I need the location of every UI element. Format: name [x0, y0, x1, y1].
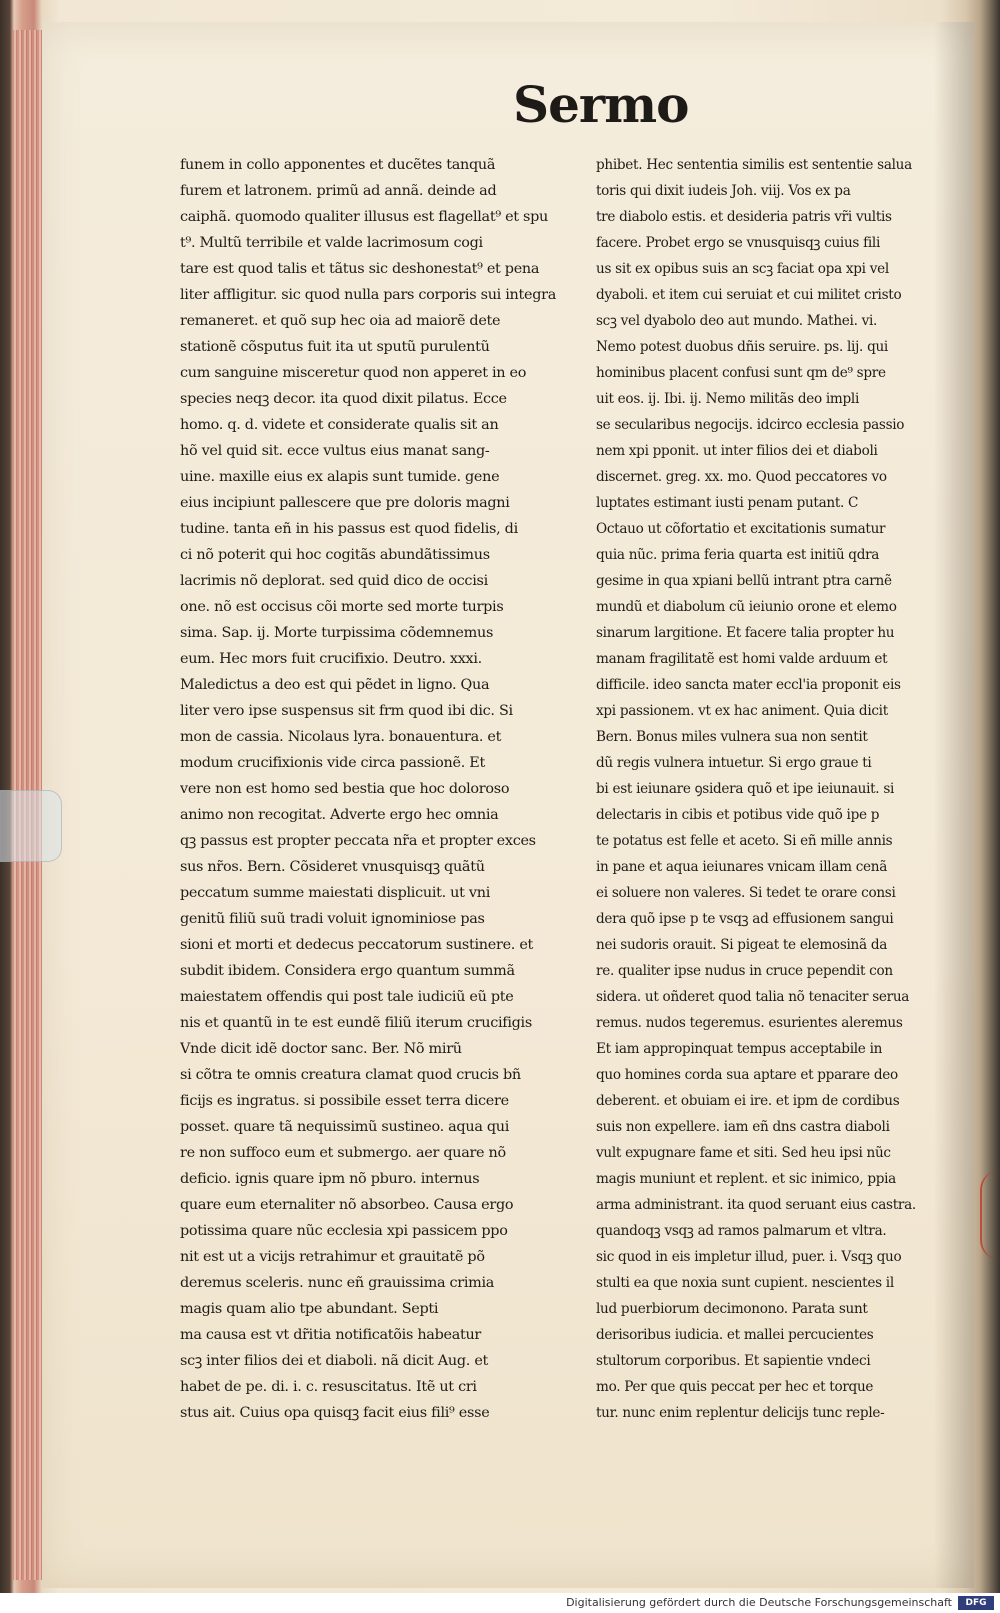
- text-line: re non suffoco eum et submergo. aer quare nõ: [180, 1145, 506, 1161]
- text-line: Bern. Bonus miles vulnera sua non sentit: [596, 729, 868, 745]
- text-line: te potatus est felle et aceto. Si eñ mille annis: [596, 833, 893, 849]
- text-line: re. qualiter ipse nudus in cruce pependit con: [596, 963, 893, 979]
- text-line: quia nũc. prima feria quarta est initiũ qdra: [596, 547, 880, 563]
- text-line: modum crucifixionis vide circa passionẽ. Et: [180, 755, 485, 771]
- text-line: sioni et morti et dedecus peccatorum sustinere. et: [180, 937, 534, 953]
- text-line: ma causa est vt dr̃itia notificatõis habeatur: [180, 1327, 482, 1343]
- text-line: sidera. ut oñderet quod talia nõ tenaciter serua: [596, 989, 910, 1005]
- text-line: luptates estimant iusti penam putant. C: [596, 495, 859, 511]
- text-line: suis non expellere. iam eñ dns castra diaboli: [596, 1119, 890, 1135]
- text-line: ficijs es ingratus. si possibile esset terra dicere: [180, 1093, 509, 1109]
- text-line: liter affligitur. sic quod nulla pars corporis sui integra: [180, 287, 556, 303]
- text-line: remus. nudos tegeremus. esurientes aleremus: [596, 1015, 903, 1031]
- text-line: potissima quare nũc ecclesia xpi passicem ppo: [180, 1223, 508, 1239]
- text-line: sinarum largitione. Et facere talia propter hu: [596, 625, 895, 641]
- text-line: facere. Probet ergo se vnusquisqꝫ cuius fili: [596, 235, 880, 251]
- text-line: uine. maxille eius ex alapis sunt tumide. gene: [180, 469, 500, 485]
- text-line: Nemo potest duobus dñis seruire. ps. lij. qui: [596, 339, 888, 355]
- text-line: qꝫ passus est propter peccata nr̃a et propter exces: [180, 833, 536, 849]
- text-line: quare eum eternaliter nõ absorbeo. Causa ergo: [180, 1197, 514, 1213]
- text-line: furem et latronem. primũ ad annã. deinde ad: [180, 183, 497, 199]
- text-line: se secularibus negocijs. idcirco ecclesia passio: [596, 417, 905, 433]
- dfg-logo: DFG: [958, 1596, 994, 1610]
- text-line: nei sudoris orauit. Si pigeat te elemosinã da: [596, 937, 888, 953]
- text-line: delectaris in cibis et potibus vide quõ ipe p: [596, 807, 880, 823]
- text-line: tur. nunc enim replentur delicijs tunc reple-: [596, 1405, 885, 1421]
- running-head: Sermo: [513, 75, 689, 134]
- text-line: arma administrant. ita quod seruant eius castra.: [596, 1197, 916, 1213]
- text-line: sic quod in eis impletur illud, puer. i. Vsqꝫ quo: [596, 1249, 902, 1265]
- text-line: sima. Sap. ij. Morte turpissima cõdemnemus: [180, 625, 494, 641]
- text-line: Octauo ut cõfortatio et excitationis sumatur: [596, 521, 886, 537]
- text-line: vult expugnare fame et siti. Sed heu ipsi nũc: [596, 1145, 891, 1161]
- text-line: ci nõ poterit qui hoc cogitãs abundãtissimus: [180, 547, 490, 563]
- text-line: difficile. ideo sancta mater eccl'ia proponit eis: [596, 677, 901, 693]
- text-line: cum sanguine misceretur quod non apperet in eo: [180, 365, 527, 381]
- text-line: posset. quare tã nequissimũ sustineo. aqua qui: [180, 1119, 510, 1135]
- text-line: vere non est homo sed bestia que hoc doloroso: [180, 781, 510, 797]
- text-line: Et iam appropinquat tempus acceptabile in: [596, 1041, 883, 1057]
- text-line: maiestatem offendis qui post tale iudiciũ eũ pte: [180, 989, 514, 1005]
- text-line: bi est ieiunare ꝯsidera quõ et ipe ieiunauit. si: [596, 781, 895, 797]
- text-line: Vnde dicit idẽ doctor sanc. Ber. Nõ mirũ: [180, 1041, 462, 1057]
- text-line: mon de cassia. Nicolaus lyra. bonauentura. et: [180, 729, 502, 745]
- text-line: scꝫ vel dyabolo deo aut mundo. Mathei. vi.: [596, 313, 878, 329]
- text-line: lud puerbiorum decimonono. Parata sunt: [596, 1301, 868, 1317]
- text-line: nit est ut a vicijs retrahimur et grauitatẽ põ: [180, 1249, 485, 1265]
- text-line: stus ait. Cuius opa quisqꝫ facit eius fili⁹ esse: [180, 1405, 490, 1421]
- text-line: sus nr̃os. Bern. Cõsideret vnusquisqꝫ quãtũ: [180, 859, 485, 875]
- text-line: t⁹. Multũ terribile et valde lacrimosum cogi: [180, 235, 483, 251]
- text-line: nem xpi pponit. ut inter filios dei et diaboli: [596, 443, 878, 459]
- text-line: tre diabolo estis. et desideria patris vr̃i vultis: [596, 209, 892, 225]
- text-line: tudine. tanta eñ in his passus est quod fidelis, di: [180, 521, 518, 537]
- text-line: nis et quantũ in te est eundẽ filiũ iterum crucifigis: [180, 1015, 532, 1031]
- text-line: animo non recogitat. Adverte ergo hec omnia: [180, 807, 499, 823]
- text-line: tare est quod talis et tãtus sic deshonestat⁹ et pena: [180, 261, 540, 277]
- text-line: genitũ filiũ suũ tradi voluit ignominiose pas: [180, 911, 485, 927]
- text-line: ei soluere non valeres. Si tedet te orare consi: [596, 885, 896, 901]
- text-line: species neqꝫ decor. ita quod dixit pilatus. Ecce: [180, 391, 507, 407]
- text-line: magis muniunt et replent. et sic inimico, ppia: [596, 1171, 896, 1187]
- text-line: gesime in qua xpiani bellũ intrant ptra carnẽ: [596, 573, 892, 589]
- text-line: derisoribus iudicia. et mallei percucientes: [596, 1327, 874, 1343]
- text-line: remaneret. et quõ sup hec oia ad maiorẽ dete: [180, 313, 501, 329]
- text-line: magis quam alio tpe abundant. Septi: [180, 1301, 439, 1317]
- footer-bar: [0, 1593, 1000, 1613]
- text-line: liter vero ipse suspensus sit frm quod ibi dic. Si: [180, 703, 513, 719]
- text-line: habet de pe. di. i. c. resuscitatus. Itẽ ut cri: [180, 1379, 477, 1395]
- text-line: manam fragilitatẽ est homi valde arduum et: [596, 651, 888, 667]
- text-line: subdit ibidem. Considera ergo quantum summã: [180, 963, 515, 979]
- text-line: dyaboli. et item cui seruiat et cui militet cristo: [596, 287, 902, 303]
- text-line: stultorum corporibus. Et sapientie vndeci: [596, 1353, 871, 1369]
- text-line: Maledictus a deo est qui pẽdet in ligno. Qua: [180, 677, 490, 693]
- text-line: deremus sceleris. nunc eñ grauissima crimia: [180, 1275, 495, 1291]
- text-line: toris qui dixit iudeis Joh. viij. Vos ex pa: [596, 183, 851, 199]
- text-line: funem in collo apponentes et ducẽtes tanquã: [180, 157, 496, 173]
- text-line: hõ vel quid sit. ecce vultus eius manat sang-: [180, 443, 490, 459]
- footer-credit: Digitalisierung gefördert durch die Deutsche Forschungsgemeinschaft: [566, 1596, 952, 1609]
- text-line: discernet. greg. xx. mo. Quod peccatores vo: [596, 469, 887, 485]
- text-line: mo. Per que quis peccat per hec et torque: [596, 1379, 874, 1395]
- text-line: hominibus placent confusi sunt qm de⁹ spre: [596, 365, 886, 381]
- text-line: caiphã. quomodo qualiter illusus est flagellat⁹ et spu: [180, 209, 549, 225]
- right-column: [596, 152, 946, 1426]
- text-line: homo. q. d. videte et considerate qualis sit an: [180, 417, 499, 433]
- text-line: xpi passionem. vt ex hac animent. Quia dicit: [596, 703, 888, 719]
- text-line: deberent. et obuiam ei ire. et ipm de cordibus: [596, 1093, 900, 1109]
- text-line: eius incipiunt pallescere que pre doloris magni: [180, 495, 510, 511]
- text-line: scꝫ inter filios dei et diaboli. nã dicit Aug. et: [180, 1353, 489, 1369]
- clip-marker: [0, 790, 62, 862]
- text-line: dera quõ ipse p te vsqꝫ ad effusionem sangui: [596, 911, 894, 927]
- text-line: lacrimis nõ deplorat. sed quid dico de occisi: [180, 573, 488, 589]
- left-column: [180, 152, 566, 1426]
- text-line: si cõtra te omnis creatura clamat quod crucis bñ: [180, 1067, 521, 1083]
- text-line: phibet. Hec sententia similis est sententie salua: [596, 157, 912, 173]
- margin-annotation: [980, 1170, 1000, 1260]
- text-line: mundũ et diabolum cũ ieiunio orone et elemo: [596, 599, 897, 615]
- text-line: deficio. ignis quare ipm nõ pburo. internus: [180, 1171, 480, 1187]
- text-line: quo homines corda sua aptare et pparare deo: [596, 1067, 898, 1083]
- text-line: peccatum summe maiestati displicuit. ut vni: [180, 885, 490, 901]
- text-line: dũ regis vulnera intuetur. Si ergo graue ti: [596, 755, 872, 771]
- text-line: quandoqꝫ vsqꝫ ad ramos palmarum et vltra.: [596, 1223, 887, 1239]
- text-line: eum. Hec mors fuit crucifixio. Deutro. xxxi.: [180, 651, 482, 667]
- text-line: stulti ea que noxia sunt cupient. nescientes il: [596, 1275, 894, 1291]
- text-line: in pane et aqua ieiunares vnicam illam cenã: [596, 859, 888, 875]
- text-line: uit eos. ij. Ibi. ij. Nemo militãs deo impli: [596, 391, 860, 407]
- text-line: us sit ex opibus suis an scꝫ faciat opa xpi vel: [596, 261, 889, 277]
- text-line: one. nõ est occisus cõi morte sed morte turpis: [180, 599, 504, 615]
- text-line: stationẽ cõsputus fuit ita ut sputũ purulentũ: [180, 339, 490, 355]
